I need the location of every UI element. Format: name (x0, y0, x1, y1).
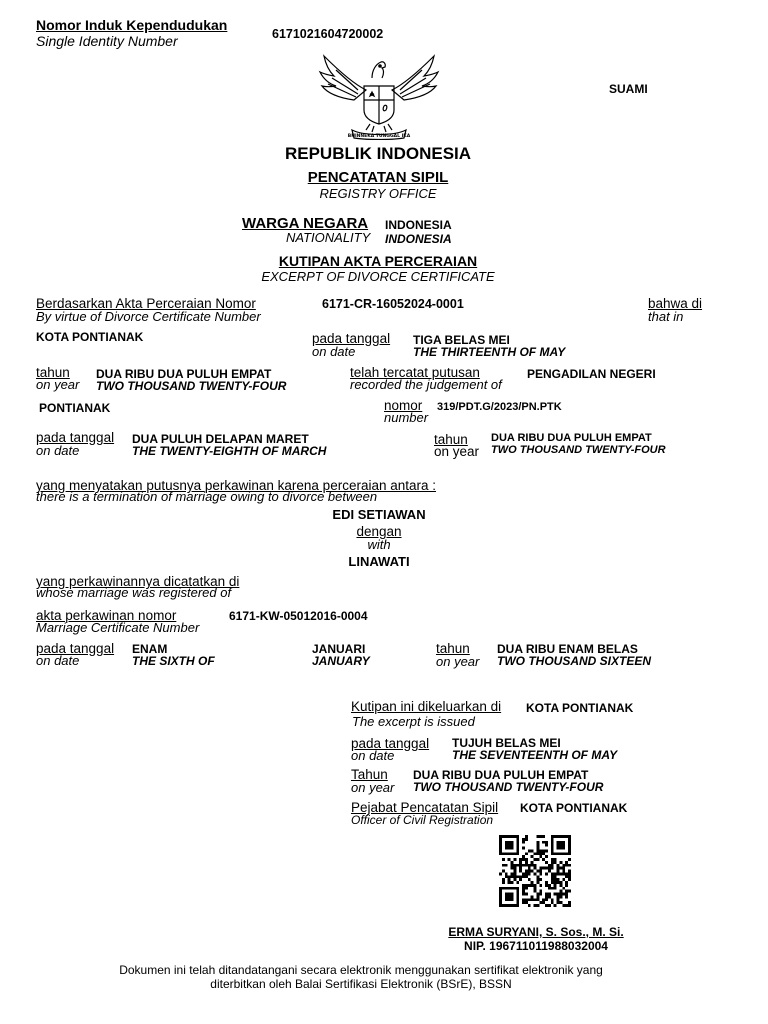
event-date-value-en: THE THIRTEENTH OF MAY (413, 345, 566, 359)
judgement-year-label: tahun (434, 432, 468, 447)
issue-year-label-en: on year (351, 780, 395, 795)
issue-date-value-en: THE SEVENTEENTH OF MAY (452, 748, 618, 762)
marriage-year-en: TWO THOUSAND SIXTEEN (497, 654, 652, 668)
event-year-label-en: on year (36, 377, 80, 392)
issued-at-place: KOTA PONTIANAK (526, 701, 634, 715)
event-year-label: tahun (36, 365, 70, 380)
judgement-label: telah tercatat putusan (350, 365, 480, 380)
officer-label: Pejabat Pencatatan Sipil (351, 800, 499, 815)
judgement-date-label: pada tanggal (36, 430, 115, 445)
issue-date-label-en: on date (351, 748, 395, 763)
judgement-date-value-en: THE TWENTY-EIGHTH OF MARCH (132, 444, 327, 458)
judgement-year-value: DUA RIBU DUA PULUH EMPAT (491, 432, 652, 444)
marriage-cert-number: 6171-KW-05012016-0004 (229, 609, 368, 623)
country-title: REPUBLIK INDONESIA (284, 144, 472, 163)
bahwa-label-en: that in (648, 309, 684, 324)
qr-code-icon[interactable] (497, 835, 573, 907)
judgement-number: 319/PDT.G/2023/PN.PTK (437, 401, 562, 413)
event-date-value: TIGA BELAS MEI (413, 333, 510, 347)
marriage-cert-label: akta perkawinan nomor (36, 608, 177, 623)
basis-label: Berdasarkan Akta Perceraian Nomor (36, 296, 256, 311)
marriage-registered-label: yang perkawinannya dicatatkan di (36, 574, 240, 589)
party-2-name: LINAWATI (348, 554, 410, 569)
document-title-en: EXCERPT OF DIVORCE CERTIFICATE (261, 269, 495, 284)
role-badge: SUAMI (609, 82, 648, 96)
signatory-nip: NIP. 196711011988032004 (464, 939, 608, 953)
nationality-value: INDONESIA (385, 218, 452, 232)
emblem-motto: BHINNEKA TUNGGAL IKA (347, 134, 411, 139)
issue-year-value-en: TWO THOUSAND TWENTY-FOUR (413, 780, 604, 794)
marriage-month-en: JANUARY (312, 654, 370, 668)
issued-at-label: Kutipan ini dikeluarkan di (351, 699, 502, 714)
judgement-year-label-en: on year (434, 444, 480, 459)
event-year-value: DUA RIBU DUA PULUH EMPAT (96, 367, 272, 381)
issue-date-label: pada tanggal (351, 736, 430, 751)
judgement-number-label: nomor (384, 398, 423, 413)
statement-text-en: there is a termination of marriage owing to divorce between (36, 489, 378, 504)
nik-label-en: Single Identity Number (36, 33, 178, 49)
bahwa-label: bahwa di (648, 296, 703, 311)
garuda-emblem-icon (314, 50, 444, 140)
event-date-label-en: on date (312, 344, 356, 359)
divorce-certificate-number: 6171-CR-16052024-0001 (322, 297, 464, 311)
marriage-date-label-en: on date (36, 653, 80, 668)
marriage-day: ENAM (132, 642, 168, 656)
judgement-court: PENGADILAN NEGERI (527, 367, 656, 381)
statement-text: yang menyatakan putusnya perkawinan karena perceraian antara : (36, 478, 437, 493)
judgement-date-value: DUA PULUH DELAPAN MARET (132, 432, 309, 446)
office-title-en: REGISTRY OFFICE (319, 186, 437, 201)
nik-value: 6171021604720002 (272, 27, 384, 41)
judgement-label-en: recorded the judgement of (350, 377, 502, 392)
event-date-label: pada tanggal (312, 331, 391, 346)
with-label: dengan (356, 524, 402, 539)
with-label-en: with (367, 537, 391, 552)
document-title: KUTIPAN AKTA PERCERAIAN (278, 253, 478, 269)
marriage-day-en: THE SIXTH OF (132, 654, 215, 668)
footer-line-1: Dokumen ini telah ditandatangani secara elektronik menggunakan sertifikat elektronik yang (119, 963, 603, 977)
marriage-month: JANUARI (312, 642, 366, 656)
judgement-court-city: PONTIANAK (39, 401, 111, 415)
basis-place: KOTA PONTIANAK (36, 330, 144, 344)
nationality-label-en: NATIONALITY (286, 230, 371, 245)
officer-place: KOTA PONTIANAK (520, 801, 628, 815)
nationality-value-en: INDONESIA (385, 232, 452, 246)
marriage-year-label: tahun (436, 641, 470, 656)
judgement-number-label-en: number (384, 410, 429, 425)
issue-year-label: Tahun (351, 767, 388, 782)
issue-year-value: DUA RIBU DUA PULUH EMPAT (413, 768, 589, 782)
footer-line-2: diterbitkan oleh Balai Sertifikasi Elektronik (BSrE), BSSN (210, 977, 512, 991)
officer-label-en: Officer of Civil Registration (351, 813, 494, 827)
signatory-name: ERMA SURYANI, S. Sos., M. Si. (448, 925, 624, 939)
marriage-registered-label-en: whose marriage was registered of (36, 585, 232, 600)
marriage-year-label-en: on year (436, 654, 480, 669)
issued-at-label-en: The excerpt is issued (352, 714, 475, 729)
nationality-label: WARGA NEGARA (242, 215, 369, 232)
event-year-value-en: TWO THOUSAND TWENTY-FOUR (96, 379, 287, 393)
marriage-date-label: pada tanggal (36, 641, 115, 656)
nik-label: Nomor Induk Kependudukan (36, 17, 228, 33)
marriage-year: DUA RIBU ENAM BELAS (497, 642, 638, 656)
office-title: PENCATATAN SIPIL (307, 169, 449, 186)
party-1-name: EDI SETIAWAN (332, 507, 426, 522)
issue-date-value: TUJUH BELAS MEI (452, 736, 561, 750)
marriage-cert-label-en: Marriage Certificate Number (36, 620, 200, 635)
basis-label-en: By virtue of Divorce Certificate Number (36, 309, 261, 324)
judgement-year-value-en: TWO THOUSAND TWENTY-FOUR (491, 444, 666, 456)
judgement-date-label-en: on date (36, 443, 80, 458)
